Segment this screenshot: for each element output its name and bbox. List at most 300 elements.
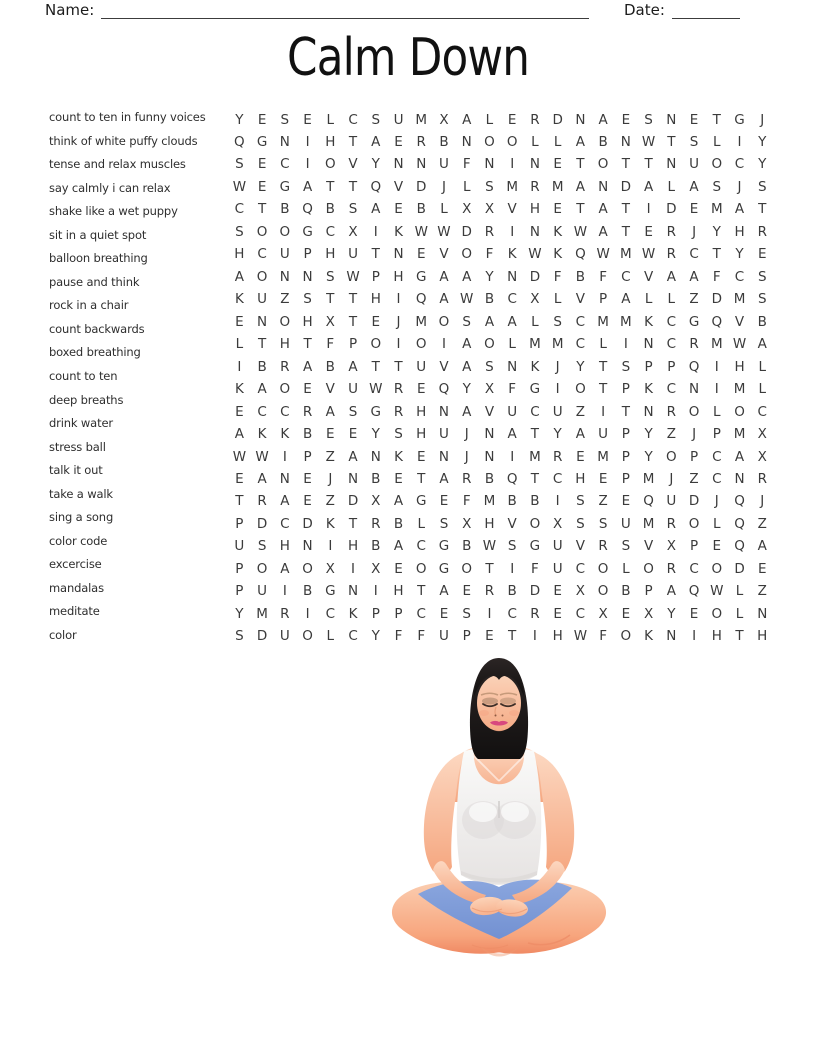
grid-letter: O: [688, 515, 700, 532]
grid-letter: V: [439, 358, 449, 375]
grid-letter: H: [552, 628, 563, 645]
cheek-blush: [479, 710, 489, 716]
word-list-item: think of white puffy clouds: [49, 133, 198, 148]
grid-letter: X: [484, 381, 495, 398]
grid-letter: P: [235, 515, 244, 532]
word-list-item: sit in a quiet spot: [49, 227, 147, 242]
grid-letter: T: [257, 336, 267, 353]
grid-letter: O: [711, 560, 723, 577]
grid-letter: T: [371, 246, 380, 263]
word-list-item: count backwards: [49, 321, 145, 336]
grid-letter: C: [325, 223, 336, 240]
grid-letter: A: [234, 426, 244, 443]
grid-letter: W: [232, 448, 247, 465]
grid-letter: E: [439, 493, 449, 510]
grid-letter: Z: [757, 515, 767, 532]
grid-letter: U: [279, 246, 290, 263]
grid-letter: Y: [576, 358, 585, 375]
grid-letter: W: [369, 381, 383, 398]
grid-row: [228, 490, 774, 512]
grid-letter: E: [689, 201, 699, 218]
grid-letter: R: [666, 246, 677, 263]
grid-letter: F: [462, 493, 471, 510]
grid-letter: S: [485, 178, 494, 195]
grid-letter: X: [325, 560, 335, 577]
grid-letter: F: [462, 156, 471, 173]
grid-letter: I: [328, 538, 333, 555]
grid-letter: C: [280, 403, 290, 420]
word-list-item: shake like a wet puppy: [49, 204, 178, 219]
grid-letter: V: [575, 291, 585, 308]
grid-letter: I: [510, 560, 515, 577]
grid-letter: V: [348, 156, 358, 173]
grid-letter: Q: [734, 515, 745, 532]
grid-letter: S: [485, 358, 494, 375]
grid-letter: N: [347, 471, 359, 487]
grid-letter: N: [598, 178, 609, 195]
grid-letter: D: [552, 111, 563, 128]
grid-letter: W: [528, 246, 542, 263]
grid-letter: E: [757, 560, 767, 577]
grid-letter: Y: [553, 426, 562, 443]
grid-letter: I: [601, 403, 606, 420]
grid-letter: X: [325, 313, 335, 330]
grid-letter: A: [462, 403, 472, 420]
grid-letter: L: [326, 628, 335, 645]
grid-letter: K: [325, 515, 335, 532]
word-list-item: mandalas: [49, 580, 104, 595]
grid-letter: E: [621, 111, 631, 128]
grid-letter: A: [371, 201, 381, 218]
grid-letter: E: [235, 471, 244, 487]
grid-letter: L: [644, 291, 653, 308]
grid-letter: T: [530, 426, 540, 443]
grid-letter: A: [734, 448, 745, 465]
grid-letter: S: [689, 133, 699, 150]
grid-letter: N: [620, 133, 631, 150]
grid-letter: S: [576, 493, 585, 510]
grid-letter: P: [621, 381, 630, 398]
grid-letter: M: [256, 605, 268, 622]
grid-letter: I: [305, 605, 310, 622]
grid-letter: C: [416, 538, 426, 555]
grid-letter: B: [507, 583, 517, 600]
grid-row: [228, 198, 774, 220]
grid-letter: I: [623, 336, 628, 353]
grid-letter: K: [507, 246, 517, 263]
grid-letter: G: [734, 111, 745, 128]
grid-letter: F: [599, 268, 607, 285]
word-list-item: stress ball: [49, 439, 106, 454]
grid-letter: H: [302, 313, 313, 330]
grid-letter: T: [326, 291, 335, 308]
grid-letter: B: [257, 358, 267, 375]
grid-letter: J: [692, 426, 697, 443]
grid-letter: G: [279, 178, 291, 195]
grid-letter: K: [644, 381, 654, 398]
grid-letter: V: [575, 538, 585, 555]
grid-letter: U: [689, 156, 699, 173]
grid-letter: T: [621, 403, 630, 420]
left-eyeshadow: [482, 698, 498, 705]
grid-letter: E: [303, 493, 312, 510]
cheek-blush: [509, 710, 519, 716]
grid-letter: E: [416, 448, 426, 465]
grid-row: [228, 356, 774, 378]
grid-letter: Y: [462, 381, 471, 398]
grid-letter: Q: [302, 201, 313, 218]
grid-letter: Q: [438, 381, 450, 398]
grid-letter: B: [462, 538, 472, 555]
grid-letter: M: [483, 493, 496, 510]
grid-letter: P: [303, 246, 312, 263]
grid-letter: K: [553, 223, 563, 240]
grid-letter: W: [732, 336, 747, 353]
grid-letter: S: [598, 515, 608, 532]
grid-row: [228, 153, 774, 175]
grid-letter: A: [643, 178, 654, 195]
grid-letter: C: [757, 403, 767, 420]
grid-letter: G: [325, 583, 336, 600]
grid-letter: S: [712, 178, 722, 195]
grid-letter: D: [256, 515, 268, 532]
grid-letter: D: [620, 178, 632, 195]
grid-letter: A: [462, 358, 472, 375]
grid-letter: Y: [371, 426, 380, 443]
grid-letter: C: [552, 471, 563, 487]
grid-letter: E: [689, 605, 699, 622]
grid-letter: D: [666, 201, 677, 218]
grid-letter: N: [302, 268, 313, 285]
grid-letter: B: [302, 426, 313, 443]
grid-letter: M: [597, 313, 609, 330]
grid-letter: Y: [758, 156, 767, 173]
grid-letter: L: [462, 178, 471, 195]
grid-letter: M: [733, 381, 746, 398]
grid-letter: O: [302, 560, 313, 577]
word-list-item: talk it out: [49, 463, 103, 478]
date-label: Date:: [624, 1, 665, 19]
grid-letter: A: [280, 560, 290, 577]
grid-letter: C: [257, 403, 267, 420]
grid-letter: R: [757, 223, 767, 240]
grid-letter: W: [232, 178, 247, 195]
grid-letter: E: [621, 493, 631, 510]
grid-letter: A: [462, 268, 472, 285]
grid-letter: H: [529, 201, 540, 218]
grid-letter: P: [667, 358, 676, 375]
grid-letter: Y: [485, 268, 494, 285]
grid-letter: R: [257, 493, 267, 510]
grid-letter: R: [371, 515, 381, 532]
grid-letter: I: [396, 336, 401, 353]
grid-letter: M: [642, 515, 655, 532]
grid-row: [228, 288, 774, 310]
grid-letter: U: [439, 156, 449, 173]
grid-letter: C: [416, 605, 426, 622]
grid-letter: C: [734, 156, 745, 173]
grid-letter: Z: [598, 493, 608, 510]
grid-letter: S: [757, 268, 767, 285]
grid-letter: F: [326, 336, 335, 353]
grid-letter: E: [257, 111, 267, 128]
grid-letter: T: [348, 178, 358, 195]
grid-letter: A: [257, 471, 267, 487]
grid-letter: N: [757, 605, 768, 622]
word-list-item: count to ten: [49, 369, 118, 384]
grid-letter: D: [711, 291, 722, 308]
grid-letter: S: [553, 313, 562, 330]
grid-letter: J: [760, 111, 765, 128]
grid-letter: K: [257, 426, 267, 443]
grid-letter: E: [257, 178, 267, 195]
grid-letter: C: [621, 268, 631, 285]
grid-row: [228, 558, 774, 580]
grid-letter: C: [666, 336, 677, 353]
grid-letter: S: [621, 358, 631, 375]
grid-letter: G: [370, 403, 381, 420]
grid-row: [228, 243, 774, 265]
grid-letter: T: [394, 358, 403, 375]
grid-letter: Z: [325, 448, 335, 465]
grid-letter: N: [666, 111, 677, 128]
grid-letter: J: [760, 493, 765, 510]
grid-letter: L: [531, 313, 539, 330]
grid-letter: E: [371, 313, 381, 330]
grid-letter: A: [666, 583, 676, 600]
grid-letter: M: [733, 291, 746, 308]
grid-letter: Q: [711, 313, 723, 330]
grid-letter: I: [237, 358, 242, 375]
grid-letter: S: [280, 111, 290, 128]
grid-row: [228, 580, 774, 602]
grid-letter: P: [303, 448, 312, 465]
grid-letter: A: [507, 426, 517, 443]
nostril: [502, 715, 504, 717]
grid-letter: R: [666, 223, 677, 240]
grid-letter: X: [666, 538, 676, 555]
grid-letter: C: [689, 246, 699, 263]
grid-letter: T: [621, 223, 630, 240]
grid-letter: O: [575, 381, 586, 398]
grid-letter: M: [733, 426, 746, 443]
grid-letter: B: [598, 133, 608, 150]
grid-letter: E: [394, 201, 403, 218]
grid-letter: O: [529, 515, 541, 532]
grid-letter: R: [280, 358, 290, 375]
word-list-item: tense and relax muscles: [49, 157, 186, 172]
grid-letter: P: [235, 560, 244, 577]
grid-letter: P: [644, 583, 653, 600]
grid-letter: N: [484, 448, 495, 465]
grid-letter: L: [599, 336, 607, 353]
grid-letter: Z: [575, 403, 585, 420]
grid-letter: O: [711, 156, 723, 173]
grid-letter: N: [484, 156, 495, 173]
grid-letter: T: [621, 156, 630, 173]
grid-letter: H: [734, 358, 745, 375]
grid-letter: O: [370, 336, 382, 353]
grid-letter: I: [282, 583, 287, 600]
grid-letter: S: [257, 538, 267, 555]
grid-letter: P: [621, 471, 630, 487]
grid-letter: C: [507, 291, 517, 308]
grid-letter: M: [597, 448, 609, 465]
grid-letter: C: [234, 201, 245, 218]
grid-letter: T: [417, 471, 426, 487]
grid-letter: A: [439, 268, 449, 285]
grid-letter: S: [462, 605, 471, 622]
grid-letter: M: [710, 336, 723, 353]
grid-letter: U: [666, 493, 677, 510]
date-blank-line: [672, 1, 740, 19]
grid-letter: C: [666, 381, 677, 398]
grid-letter: A: [621, 291, 631, 308]
grid-letter: X: [348, 223, 358, 240]
grid-letter: T: [530, 471, 540, 487]
grid-letter: H: [416, 403, 427, 420]
grid-letter: E: [621, 605, 631, 622]
grid-letter: Z: [757, 583, 767, 600]
grid-letter: N: [257, 313, 268, 330]
grid-letter: L: [531, 133, 539, 150]
grid-row: [228, 625, 774, 647]
grid-letter: Y: [235, 111, 244, 128]
grid-letter: M: [710, 201, 723, 218]
grid-letter: V: [643, 268, 654, 285]
grid-letter: O: [415, 560, 427, 577]
grid-row: [228, 176, 774, 198]
word-list-item: deep breaths: [49, 392, 124, 407]
grid-letter: Q: [234, 133, 245, 150]
grid-letter: C: [348, 111, 358, 128]
grid-letter: I: [714, 358, 719, 375]
grid-row: [228, 446, 774, 468]
grid-letter: X: [757, 448, 767, 465]
grid-letter: U: [598, 426, 609, 443]
grid-letter: V: [393, 178, 404, 195]
grid-letter: S: [757, 291, 767, 308]
grid-letter: T: [348, 133, 358, 150]
grid-letter: A: [689, 268, 699, 285]
grid-letter: A: [234, 268, 244, 285]
grid-letter: F: [599, 628, 607, 645]
grid-letter: E: [394, 560, 403, 577]
grid-letter: E: [416, 246, 426, 263]
grid-letter: O: [279, 381, 291, 398]
word-list: [49, 106, 206, 648]
grid-letter: F: [553, 268, 562, 285]
grid-letter: I: [305, 156, 310, 173]
word-list-item: color code: [49, 533, 108, 548]
word-list-item: balloon breathing: [49, 251, 148, 266]
grid-letter: T: [235, 493, 244, 510]
grid-letter: N: [438, 403, 450, 420]
grid-letter: T: [417, 583, 426, 600]
grid-letter: Y: [371, 628, 380, 645]
grid-letter: I: [373, 583, 378, 600]
grid-letter: E: [348, 426, 358, 443]
grid-letter: T: [667, 133, 676, 150]
grid-letter: E: [553, 156, 562, 173]
grid-letter: D: [416, 178, 427, 195]
grid-letter: L: [326, 111, 335, 128]
grid-letter: L: [735, 605, 744, 622]
grid-letter: V: [484, 403, 495, 420]
grid-letter: E: [757, 246, 767, 263]
grid-letter: A: [439, 471, 449, 487]
grid-letter: R: [598, 538, 608, 555]
grid-letter: A: [371, 133, 381, 150]
word-list-item: take a walk: [49, 486, 113, 501]
grid-letter: U: [348, 381, 358, 398]
grid-letter: A: [507, 313, 517, 330]
grid-letter: L: [758, 358, 767, 375]
grid-letter: U: [279, 628, 290, 645]
grid-letter: X: [530, 291, 540, 308]
grid-letter: G: [438, 560, 450, 577]
grid-letter: P: [689, 538, 699, 555]
grid-letter: F: [485, 246, 494, 263]
grid-letter: C: [712, 471, 722, 487]
grid-letter: J: [441, 178, 446, 195]
grid-letter: B: [757, 313, 767, 330]
grid-letter: A: [393, 493, 404, 510]
grid-letter: E: [439, 605, 449, 622]
grid-letter: G: [416, 268, 427, 285]
grid-letter: X: [371, 493, 381, 510]
grid-letter: Y: [371, 156, 380, 173]
grid-letter: B: [325, 358, 335, 375]
grid-letter: F: [417, 628, 426, 645]
grid-letter: N: [643, 403, 654, 420]
grid-letter: E: [553, 605, 562, 622]
grid-letter: K: [394, 448, 403, 465]
grid-letter: M: [642, 471, 655, 487]
grid-letter: O: [597, 560, 609, 577]
grid-letter: S: [348, 403, 358, 420]
grid-letter: T: [735, 628, 744, 645]
grid-letter: R: [416, 133, 426, 150]
grid-letter: I: [646, 201, 651, 218]
grid-letter: N: [347, 583, 359, 600]
grid-letter: N: [438, 448, 450, 465]
grid-letter: Y: [667, 605, 676, 622]
grid-letter: N: [575, 111, 586, 128]
grid-letter: C: [280, 515, 290, 532]
grid-letter: B: [575, 268, 586, 285]
grid-letter: O: [734, 403, 745, 420]
grid-letter: E: [553, 583, 562, 600]
grid-letter: H: [757, 628, 768, 645]
grid-letter: O: [279, 313, 291, 330]
grid-letter: Q: [506, 471, 518, 487]
grid-letter: T: [712, 246, 721, 263]
grid-letter: T: [257, 201, 267, 218]
grid-letter: Q: [688, 583, 700, 600]
grid-letter: W: [460, 291, 474, 308]
grid-letter: C: [734, 268, 745, 285]
grid-letter: H: [484, 515, 495, 532]
grid-letter: D: [256, 628, 268, 645]
grid-letter: P: [394, 605, 403, 622]
grid-letter: N: [461, 133, 472, 150]
grid-letter: Q: [643, 493, 654, 510]
grid-letter: N: [279, 268, 290, 285]
grid-letter: O: [506, 133, 518, 150]
grid-letter: C: [575, 560, 586, 577]
grid-letter: R: [666, 403, 677, 420]
